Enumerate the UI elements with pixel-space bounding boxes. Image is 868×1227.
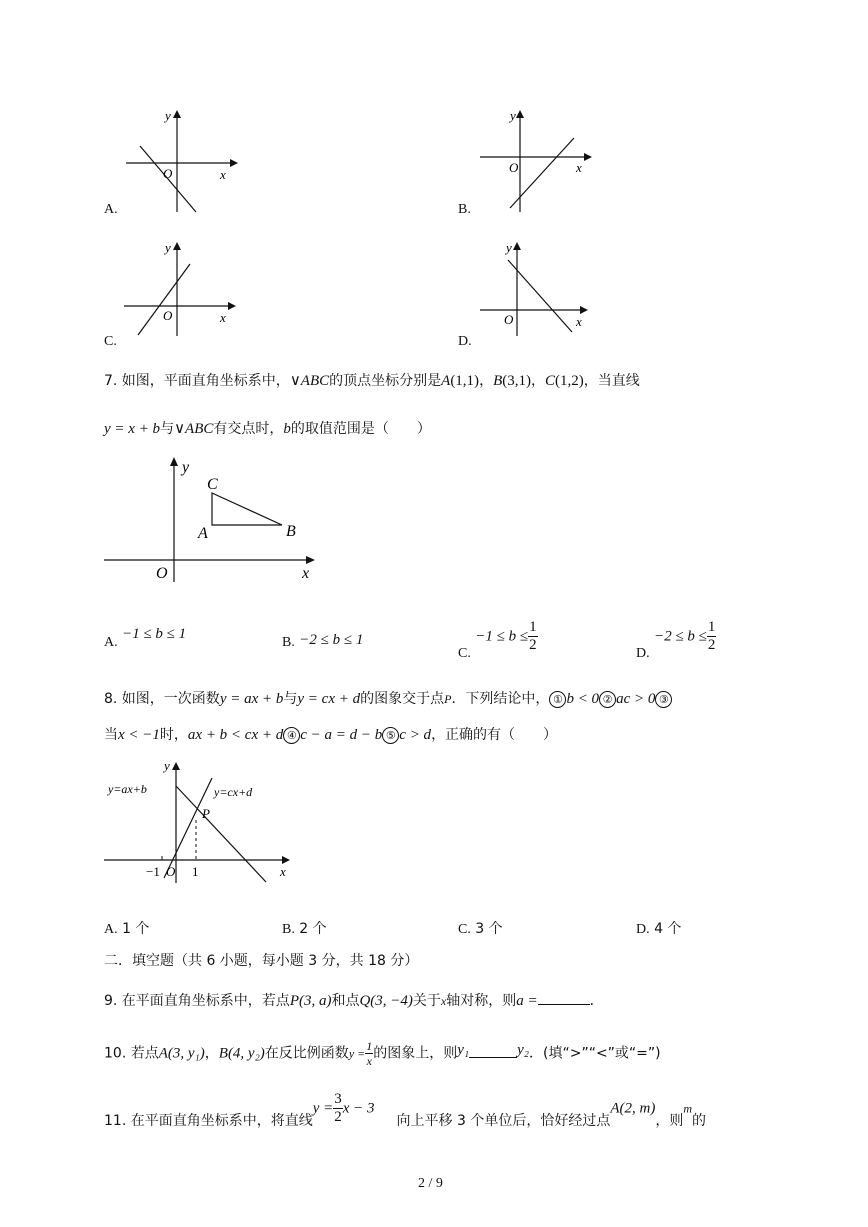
origin-label: O — [156, 565, 168, 582]
q7-line2: y = x + b与∨ABC有交点时，b的取值范围是（ ） — [104, 421, 431, 437]
q11: 11. 在平面直角坐标系中，将直线y = $\frac{3}{2}$ x − 3向上平移 3 个单位后，恰好经过点A(2, m)，则m的 — [104, 1091, 707, 1129]
y-axis-label: y — [165, 108, 171, 123]
line-cx-d — [164, 778, 212, 878]
origin-label: O — [504, 312, 514, 327]
y-axis-label: y — [182, 459, 190, 476]
x-axis-label: x — [576, 314, 582, 329]
q9: 9. 在平面直角坐标系中，若点P(3, a)和点Q(3, −4)关于x轴对称，则a = ． — [104, 990, 604, 1010]
vertex-a-label: A — [198, 525, 208, 542]
y-axis-label: y — [165, 240, 171, 255]
x-axis-label: x — [576, 160, 582, 175]
page-number: 2 / 9 — [418, 1176, 443, 1191]
y-axis-label: y — [164, 758, 170, 773]
y-axis-label: y — [506, 240, 512, 255]
x-axis-label: x — [302, 565, 310, 582]
x-axis-label: x — [220, 310, 226, 325]
q8-figure — [100, 758, 300, 888]
q7-option-a: A. −1 ≤ b ≤ 1 — [104, 626, 187, 650]
q8-option-c: C. 3 个 — [458, 921, 503, 937]
x-axis-label: x — [220, 167, 226, 182]
option-letter-b: B. — [458, 202, 471, 217]
q10: 10. 若点A(3, y₁)，B(4, y₂)在反比例函数y = $\frac{1}{x}$ 的图象上，则y₁ y₂．(填“>”“<”或“=”) — [104, 1039, 661, 1068]
answer-blank[interactable] — [538, 990, 590, 1005]
x-axis-label: x — [280, 864, 286, 879]
origin-label: O — [163, 166, 173, 181]
tick-1-label: 1 — [192, 864, 199, 879]
q7-option-b: B. −2 ≤ b ≤ 1 — [282, 632, 364, 650]
q7-option-c: C. −1 ≤ b ≤ $\frac{1}{2}$ — [458, 619, 537, 661]
q7-figure — [100, 452, 330, 587]
triangle-abc — [212, 493, 282, 525]
tick-neg1-label: −1 — [146, 864, 160, 879]
vertex-c-label: C — [207, 476, 218, 493]
line2-label: y=cx+d — [214, 785, 253, 799]
q8-option-b: B. 2 个 — [282, 921, 327, 937]
vertex-b-label: B — [286, 523, 296, 540]
origin-label: O — [163, 308, 173, 323]
q8-option-d: D. 4 个 — [636, 921, 682, 937]
option-letter-a: A. — [104, 202, 118, 217]
graph-option-a — [118, 108, 248, 218]
graph-option-c — [118, 238, 248, 338]
line-ax-b — [176, 786, 266, 882]
y-axis-label: y — [510, 108, 516, 123]
q8-line2: 当x < −1时，ax + b < cx + d ④ c − a = d − b ⑤ c > d，正确的有（ ） — [104, 727, 558, 743]
graph-option-b — [476, 108, 606, 218]
point-p-label: P — [202, 806, 210, 821]
q7-line1: 7. 如图，平面直角坐标系中，∨ABC的顶点坐标分别是A(1,1)，B(3,1)，C(1,2)，当直线 — [104, 373, 640, 389]
graph-option-d — [476, 238, 606, 338]
q7-option-d: D. −2 ≤ b ≤ $\frac{1}{2}$ — [636, 619, 716, 661]
line1-label: y=ax+b — [108, 782, 147, 796]
q8-line1: 8. 如图，一次函数y = ax + b与y = cx + d的图象交于点P．下列结论中， ① b < 0 ② ac > 0 ③ — [104, 688, 672, 708]
origin-label: O — [166, 864, 176, 879]
q8-option-a: A. 1 个 — [104, 921, 150, 937]
section-heading: 二．填空题（共 6 小题，每小题 3 分，共 18 分） — [104, 953, 419, 969]
answer-blank[interactable] — [469, 1043, 517, 1058]
origin-label: O — [509, 160, 519, 175]
option-letter-d: D. — [458, 334, 472, 349]
option-letter-c: C. — [104, 334, 117, 349]
